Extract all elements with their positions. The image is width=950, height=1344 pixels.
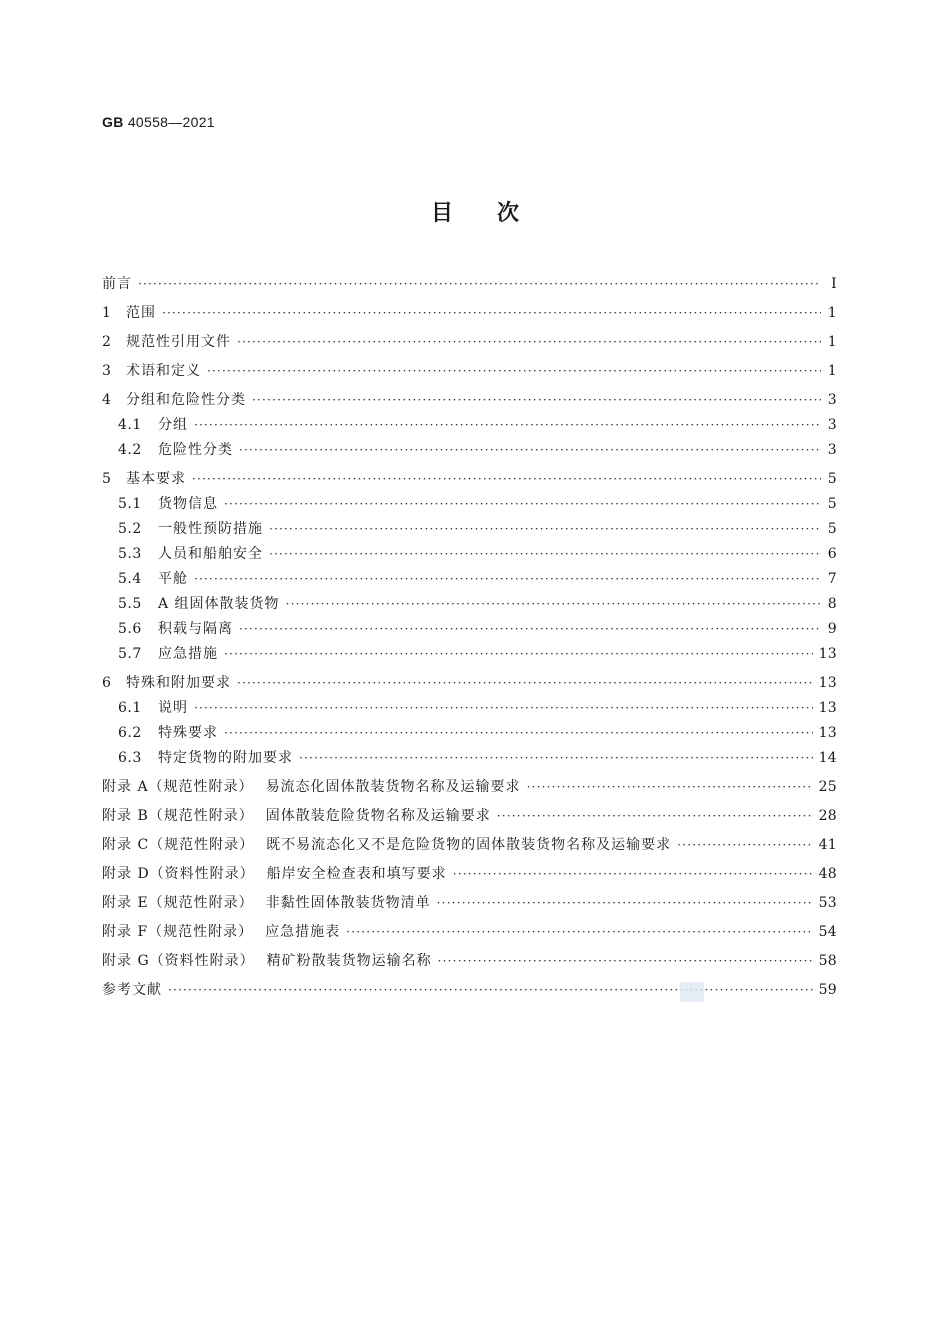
toc-entry[interactable]: [102, 567, 837, 592]
toc-leader-dots: [286, 592, 821, 617]
toc-leader-dots: [346, 920, 812, 945]
toc-entry-number: 5.7: [118, 646, 142, 662]
toc-entry-number: 4.2: [118, 442, 142, 458]
watermark-logo: [680, 982, 704, 1002]
toc-leader-dots: [207, 359, 821, 384]
toc-entry-page-number: 13: [818, 725, 837, 741]
toc-entry[interactable]: [102, 388, 837, 413]
toc-entry-title: 应急措施: [158, 646, 218, 662]
toc-entry-title: 基本要求: [126, 471, 186, 487]
toc-entry[interactable]: [102, 862, 837, 887]
toc-entry-number: 1: [102, 305, 112, 321]
toc-entry[interactable]: [102, 592, 837, 617]
toc-entry-title: 一般性预防措施: [158, 521, 263, 537]
table-of-contents: [102, 272, 837, 1003]
toc-entry-page-number: 1: [827, 363, 837, 379]
toc-entry-page-number: 48: [818, 866, 837, 882]
toc-entry-page-number: 5: [827, 521, 837, 537]
toc-leader-dots: [239, 438, 821, 463]
toc-entry-appendix-label: 附录 A（规范性附录）: [102, 779, 254, 795]
toc-entry[interactable]: [102, 642, 837, 667]
toc-entry-title: 分组: [158, 417, 188, 433]
toc-entry-title: 规范性引用文件: [126, 334, 231, 350]
toc-leader-dots: [438, 949, 813, 974]
toc-entry-appendix-label: 附录 D（资料性附录）: [102, 866, 255, 882]
toc-entry[interactable]: [102, 617, 837, 642]
standard-code: [102, 114, 215, 130]
toc-entry-title: 特殊和附加要求: [126, 675, 231, 691]
toc-entry-title: 特定货物的附加要求: [158, 750, 293, 766]
toc-entry-page-number: 8: [827, 596, 837, 612]
toc-leader-dots: [224, 492, 821, 517]
toc-entry-appendix-label: 附录 F（规范性附录）: [102, 924, 254, 940]
toc-entry-appendix-label: 附录 E（规范性附录）: [102, 895, 254, 911]
toc-entry-page-number: 5: [827, 471, 837, 487]
toc-entry[interactable]: [102, 949, 837, 974]
toc-entry[interactable]: [102, 359, 837, 384]
toc-leader-dots: [194, 413, 821, 438]
toc-entry-title: 应急措施表: [265, 924, 341, 940]
toc-entry-page-number: 13: [818, 700, 837, 716]
toc-leader-dots: [527, 775, 813, 800]
toc-entry[interactable]: [102, 746, 837, 771]
toc-leader-dots: [237, 671, 813, 696]
toc-entry-title: A 组固体散装货物: [158, 596, 280, 612]
toc-entry-page-number: 41: [818, 837, 837, 853]
toc-entry-appendix-label: 附录 G（资料性附录）: [102, 953, 255, 969]
toc-entry-number: 5.6: [118, 621, 142, 637]
toc-leader-dots: [162, 301, 821, 326]
toc-entry-number: 3: [102, 363, 112, 379]
toc-entry-number: 2: [102, 334, 112, 350]
toc-entry[interactable]: [102, 978, 837, 1003]
toc-entry[interactable]: [102, 542, 837, 567]
toc-entry-number: 4.1: [118, 417, 142, 433]
toc-entry-page-number: 14: [818, 750, 837, 766]
toc-entry-title: 参考文献: [102, 982, 162, 998]
toc-leader-dots: [437, 891, 813, 916]
toc-entry[interactable]: [102, 467, 837, 492]
toc-entry[interactable]: [102, 438, 837, 463]
toc-entry-page-number: 59: [818, 982, 837, 998]
toc-entry[interactable]: [102, 696, 837, 721]
toc-entry-number: 5.4: [118, 571, 142, 587]
toc-entry-title: 非黏性固体散装货物清单: [265, 895, 431, 911]
toc-entry-page-number: 7: [827, 571, 837, 587]
toc-leader-dots: [194, 696, 813, 721]
toc-entry[interactable]: [102, 920, 837, 945]
standard-number: 40558—2021: [127, 114, 215, 130]
toc-leader-dots: [224, 721, 813, 746]
toc-entry[interactable]: [102, 272, 837, 297]
toc-entry-page-number: 54: [818, 924, 837, 940]
toc-entry-page-number: 28: [818, 808, 837, 824]
toc-leader-dots: [192, 467, 821, 492]
toc-entry-title: 精矿粉散装货物运输名称: [266, 953, 432, 969]
toc-entry-page-number: 3: [827, 417, 837, 433]
toc-entry-number: 5.2: [118, 521, 142, 537]
toc-entry-title: 术语和定义: [126, 363, 201, 379]
toc-entry-page-number: 13: [818, 646, 837, 662]
toc-leader-dots: [252, 388, 821, 413]
toc-entry-page-number: 58: [818, 953, 837, 969]
toc-entry-page-number: 53: [818, 895, 837, 911]
toc-entry[interactable]: [102, 775, 837, 800]
standard-prefix: GB: [102, 114, 124, 130]
toc-entry-number: 4: [102, 392, 112, 408]
toc-leader-dots: [239, 617, 821, 642]
toc-entry-page-number: 6: [827, 546, 837, 562]
toc-entry-title: 易流态化固体散装货物名称及运输要求: [265, 779, 521, 795]
toc-leader-dots: [138, 272, 821, 297]
toc-entry-title: 前言: [102, 276, 132, 292]
toc-entry-number: 5.1: [118, 496, 142, 512]
toc-entry-page-number: 25: [818, 779, 837, 795]
toc-entry[interactable]: [102, 492, 837, 517]
toc-entry-title: 平舱: [158, 571, 188, 587]
toc-leader-dots: [237, 330, 821, 355]
toc-entry-title: 范围: [126, 305, 156, 321]
toc-entry[interactable]: [102, 833, 837, 858]
toc-entry-title: 固体散装危险货物名称及运输要求: [265, 808, 491, 824]
toc-leader-dots: [224, 642, 813, 667]
toc-entry-number: 5.5: [118, 596, 142, 612]
toc-entry-title: 货物信息: [158, 496, 218, 512]
toc-leader-dots: [269, 517, 821, 542]
toc-entry-page-number: 13: [818, 675, 837, 691]
toc-entry[interactable]: [102, 671, 837, 696]
toc-entry[interactable]: [102, 721, 837, 746]
toc-entry[interactable]: [102, 301, 837, 326]
toc-entry-number: 6.3: [118, 750, 142, 766]
toc-entry-page-number: 1: [827, 305, 837, 321]
toc-leader-dots: [497, 804, 813, 829]
toc-entry[interactable]: [102, 517, 837, 542]
toc-entry[interactable]: [102, 330, 837, 355]
toc-leader-dots: [194, 567, 821, 592]
toc-entry[interactable]: [102, 891, 837, 916]
toc-entry-title: 分组和危险性分类: [126, 392, 246, 408]
toc-entry-number: 6.1: [118, 700, 142, 716]
toc-entry[interactable]: [102, 413, 837, 438]
toc-entry-number: 5: [102, 471, 112, 487]
toc-entry-title: 特殊要求: [158, 725, 218, 741]
toc-entry-title: 船岸安全检查表和填写要求: [266, 866, 447, 882]
toc-entry-title: 既不易流态化又不是危险货物的固体散装货物名称及运输要求: [266, 837, 672, 853]
toc-entry-page-number: Ⅰ: [831, 276, 837, 292]
toc-entry[interactable]: [102, 804, 837, 829]
toc-entry-title: 积载与隔离: [158, 621, 233, 637]
toc-entry-appendix-label: 附录 C（规范性附录）: [102, 837, 255, 853]
toc-entry-title: 说明: [158, 700, 188, 716]
toc-entry-page-number: 1: [827, 334, 837, 350]
toc-entry-title: 危险性分类: [158, 442, 233, 458]
toc-entry-appendix-label: 附录 B（规范性附录）: [102, 808, 254, 824]
toc-entry-page-number: 3: [827, 442, 837, 458]
toc-entry-number: 6: [102, 675, 112, 691]
toc-entry-number: 6.2: [118, 725, 142, 741]
toc-entry-title: 人员和船舶安全: [158, 546, 263, 562]
toc-leader-dots: [453, 862, 813, 887]
toc-entry-page-number: 5: [827, 496, 837, 512]
toc-entry-page-number: 9: [827, 621, 837, 637]
page-title: 目次: [430, 201, 563, 226]
toc-leader-dots: [677, 833, 812, 858]
toc-entry-page-number: 3: [827, 392, 837, 408]
toc-leader-dots: [299, 746, 813, 771]
toc-entry-number: 5.3: [118, 546, 142, 562]
toc-leader-dots: [269, 542, 821, 567]
toc-leader-dots: [168, 978, 813, 1003]
